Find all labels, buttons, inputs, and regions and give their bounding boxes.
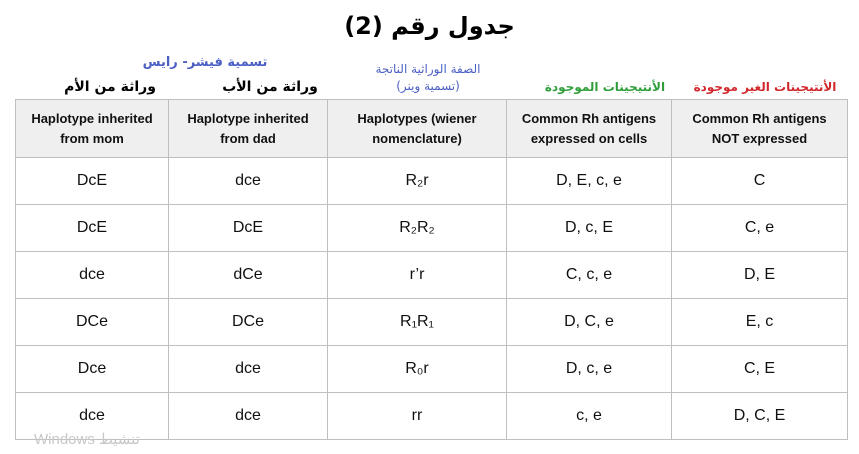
antigens-absent-label: الأنتيجينات الغير موجودة [693,80,837,94]
cell-not-expressed: D, E [672,252,848,299]
cell-wiener: R₂r [328,158,507,205]
header-not-expressed: Common Rh antigens NOT expressed [672,100,848,158]
cell-mom: DcE [16,158,169,205]
resulting-trait-line2: (تسمية وينر) [396,79,460,93]
cell-expressed: D, c, E [507,205,672,252]
header-wiener: Haplotypes (wiener nomenclature) [328,100,507,158]
cell-dad: dCe [169,252,328,299]
cell-expressed: D, C, e [507,299,672,346]
header-dad: Haplotype inherited from dad [169,100,328,158]
table-row [16,205,848,252]
rh-haplotype-table [15,99,848,440]
cell-not-expressed: C, E [672,346,848,393]
table-row [16,393,848,440]
cell-wiener: rr [328,393,507,440]
cell-dad: dce [169,158,328,205]
cell-expressed: D, E, c, e [507,158,672,205]
cell-expressed: c, e [507,393,672,440]
cell-not-expressed: E, c [672,299,848,346]
table-header-row [16,100,848,158]
resulting-trait-line1: الصفة الوراثية الناتجة [375,62,481,76]
cell-expressed: D, c, e [507,346,672,393]
windows-activation-watermark: Windows تنشيط [34,431,140,448]
cell-dad: DcE [169,205,328,252]
cell-wiener: R₂R₂ [328,205,507,252]
cell-wiener: r’r [328,252,507,299]
page-title: جدول رقم (2) [344,12,515,40]
table-row [16,252,848,299]
cell-mom: DCe [16,299,169,346]
fisher-race-label: تسمية فيشر- رايس [142,55,268,70]
cell-not-expressed: D, C, E [672,393,848,440]
cell-mom: DcE [16,205,169,252]
from-mom-label: وراثة من الأم [64,79,156,95]
cell-dad: dce [169,393,328,440]
cell-mom: dce [16,393,169,440]
cell-dad: DCe [169,299,328,346]
table-row [16,158,848,205]
cell-mom: dce [16,252,169,299]
header-mom: Haplotype inherited from mom [16,100,169,158]
cell-not-expressed: C [672,158,848,205]
cell-expressed: C, c, e [507,252,672,299]
cell-mom: Dce [16,346,169,393]
cell-wiener: R₀r [328,346,507,393]
table-row [16,299,848,346]
cell-wiener: R₁R₁ [328,299,507,346]
antigens-present-label: الأنتيجينات الموجودة [544,80,666,94]
cell-dad: dce [169,346,328,393]
resulting-trait-label [348,61,508,95]
header-expressed: Common Rh antigens expressed on cells [507,100,672,158]
from-dad-label: وراثة من الأب [222,79,318,95]
table-row [16,346,848,393]
cell-not-expressed: C, e [672,205,848,252]
